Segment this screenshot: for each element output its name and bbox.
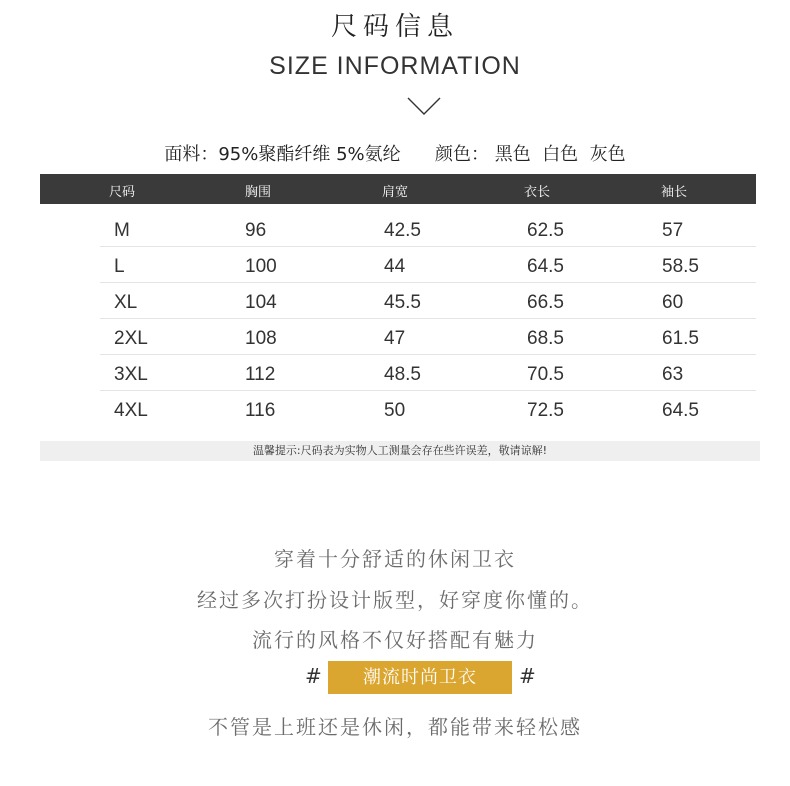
- table-cell: L: [114, 256, 125, 277]
- table-cell: 42.5: [384, 220, 421, 241]
- table-cell: 48.5: [384, 364, 421, 385]
- slogan-line-3: 流行的风格不仅好搭配有魅力: [252, 628, 538, 652]
- table-cell: M: [114, 220, 130, 241]
- table-cell: 64.5: [662, 400, 699, 421]
- material-label: 面料：: [164, 144, 219, 165]
- table-cell: 112: [245, 364, 276, 385]
- table-cell: 64.5: [527, 256, 564, 277]
- material-color-line: [0, 140, 790, 166]
- table-cell: 100: [245, 256, 277, 277]
- page-title: 尺码信息: [330, 12, 459, 42]
- color-label: 颜色：: [435, 144, 489, 165]
- color-option: 白色: [542, 144, 579, 165]
- table-cell: 108: [245, 328, 277, 349]
- hash-mark-left: #: [305, 664, 322, 688]
- column-header-sleeve: 袖长: [661, 185, 688, 200]
- table-cell: 2XL: [114, 328, 148, 349]
- hash-mark-right: #: [519, 664, 536, 688]
- size-table-header: [40, 174, 756, 204]
- table-cell: 63: [662, 364, 684, 385]
- chevron-down-icon: [407, 96, 441, 120]
- column-header-size: 尺码: [109, 185, 136, 200]
- table-cell: 104: [245, 292, 277, 313]
- column-header-shoulder: 肩宽: [382, 185, 409, 200]
- table-cell: 72.5: [527, 400, 564, 421]
- table-cell: 66.5: [527, 292, 564, 313]
- color-option: 灰色: [589, 144, 626, 165]
- table-cell: 4XL: [114, 400, 148, 421]
- slogan-line-2: 经过多次打扮设计版型，好穿度你懂的。: [197, 588, 593, 612]
- table-cell: 44: [384, 256, 406, 277]
- table-row: [40, 391, 756, 427]
- table-row: [40, 283, 756, 319]
- table-cell: 68.5: [527, 328, 564, 349]
- table-cell: 116: [245, 400, 276, 421]
- table-cell: 61.5: [662, 328, 699, 349]
- table-row: [40, 319, 756, 355]
- table-cell: 3XL: [114, 364, 148, 385]
- table-cell: 58.5: [662, 256, 699, 277]
- measurement-note: 温馨提示:尺码表为实物人工测量会存在些许误差，敬请谅解!: [40, 441, 760, 461]
- table-row: [40, 247, 756, 283]
- table-cell: 50: [384, 400, 406, 421]
- table-cell: XL: [114, 292, 138, 313]
- style-tag-badge: 潮流时尚卫衣: [328, 661, 512, 694]
- page-subtitle: SIZE INFORMATION: [269, 52, 521, 80]
- table-cell: 47: [384, 328, 406, 349]
- table-cell: 60: [662, 292, 684, 313]
- column-header-length: 衣长: [524, 185, 551, 200]
- column-header-chest: 胸围: [245, 185, 272, 200]
- material-value: 95%聚酯纤维 5%氨纶: [218, 144, 401, 165]
- table-cell: 96: [245, 220, 267, 241]
- table-cell: 45.5: [384, 292, 421, 313]
- slogan-line-1: 穿着十分舒适的休闲卫衣: [274, 547, 516, 571]
- table-cell: 57: [662, 220, 684, 241]
- table-row: [40, 355, 756, 391]
- table-row: [40, 211, 756, 247]
- slogan-line-4: 不管是上班还是休闲，都能带来轻松感: [208, 715, 582, 739]
- table-cell: 62.5: [527, 220, 564, 241]
- color-option: 黑色: [494, 144, 531, 165]
- table-cell: 70.5: [527, 364, 564, 385]
